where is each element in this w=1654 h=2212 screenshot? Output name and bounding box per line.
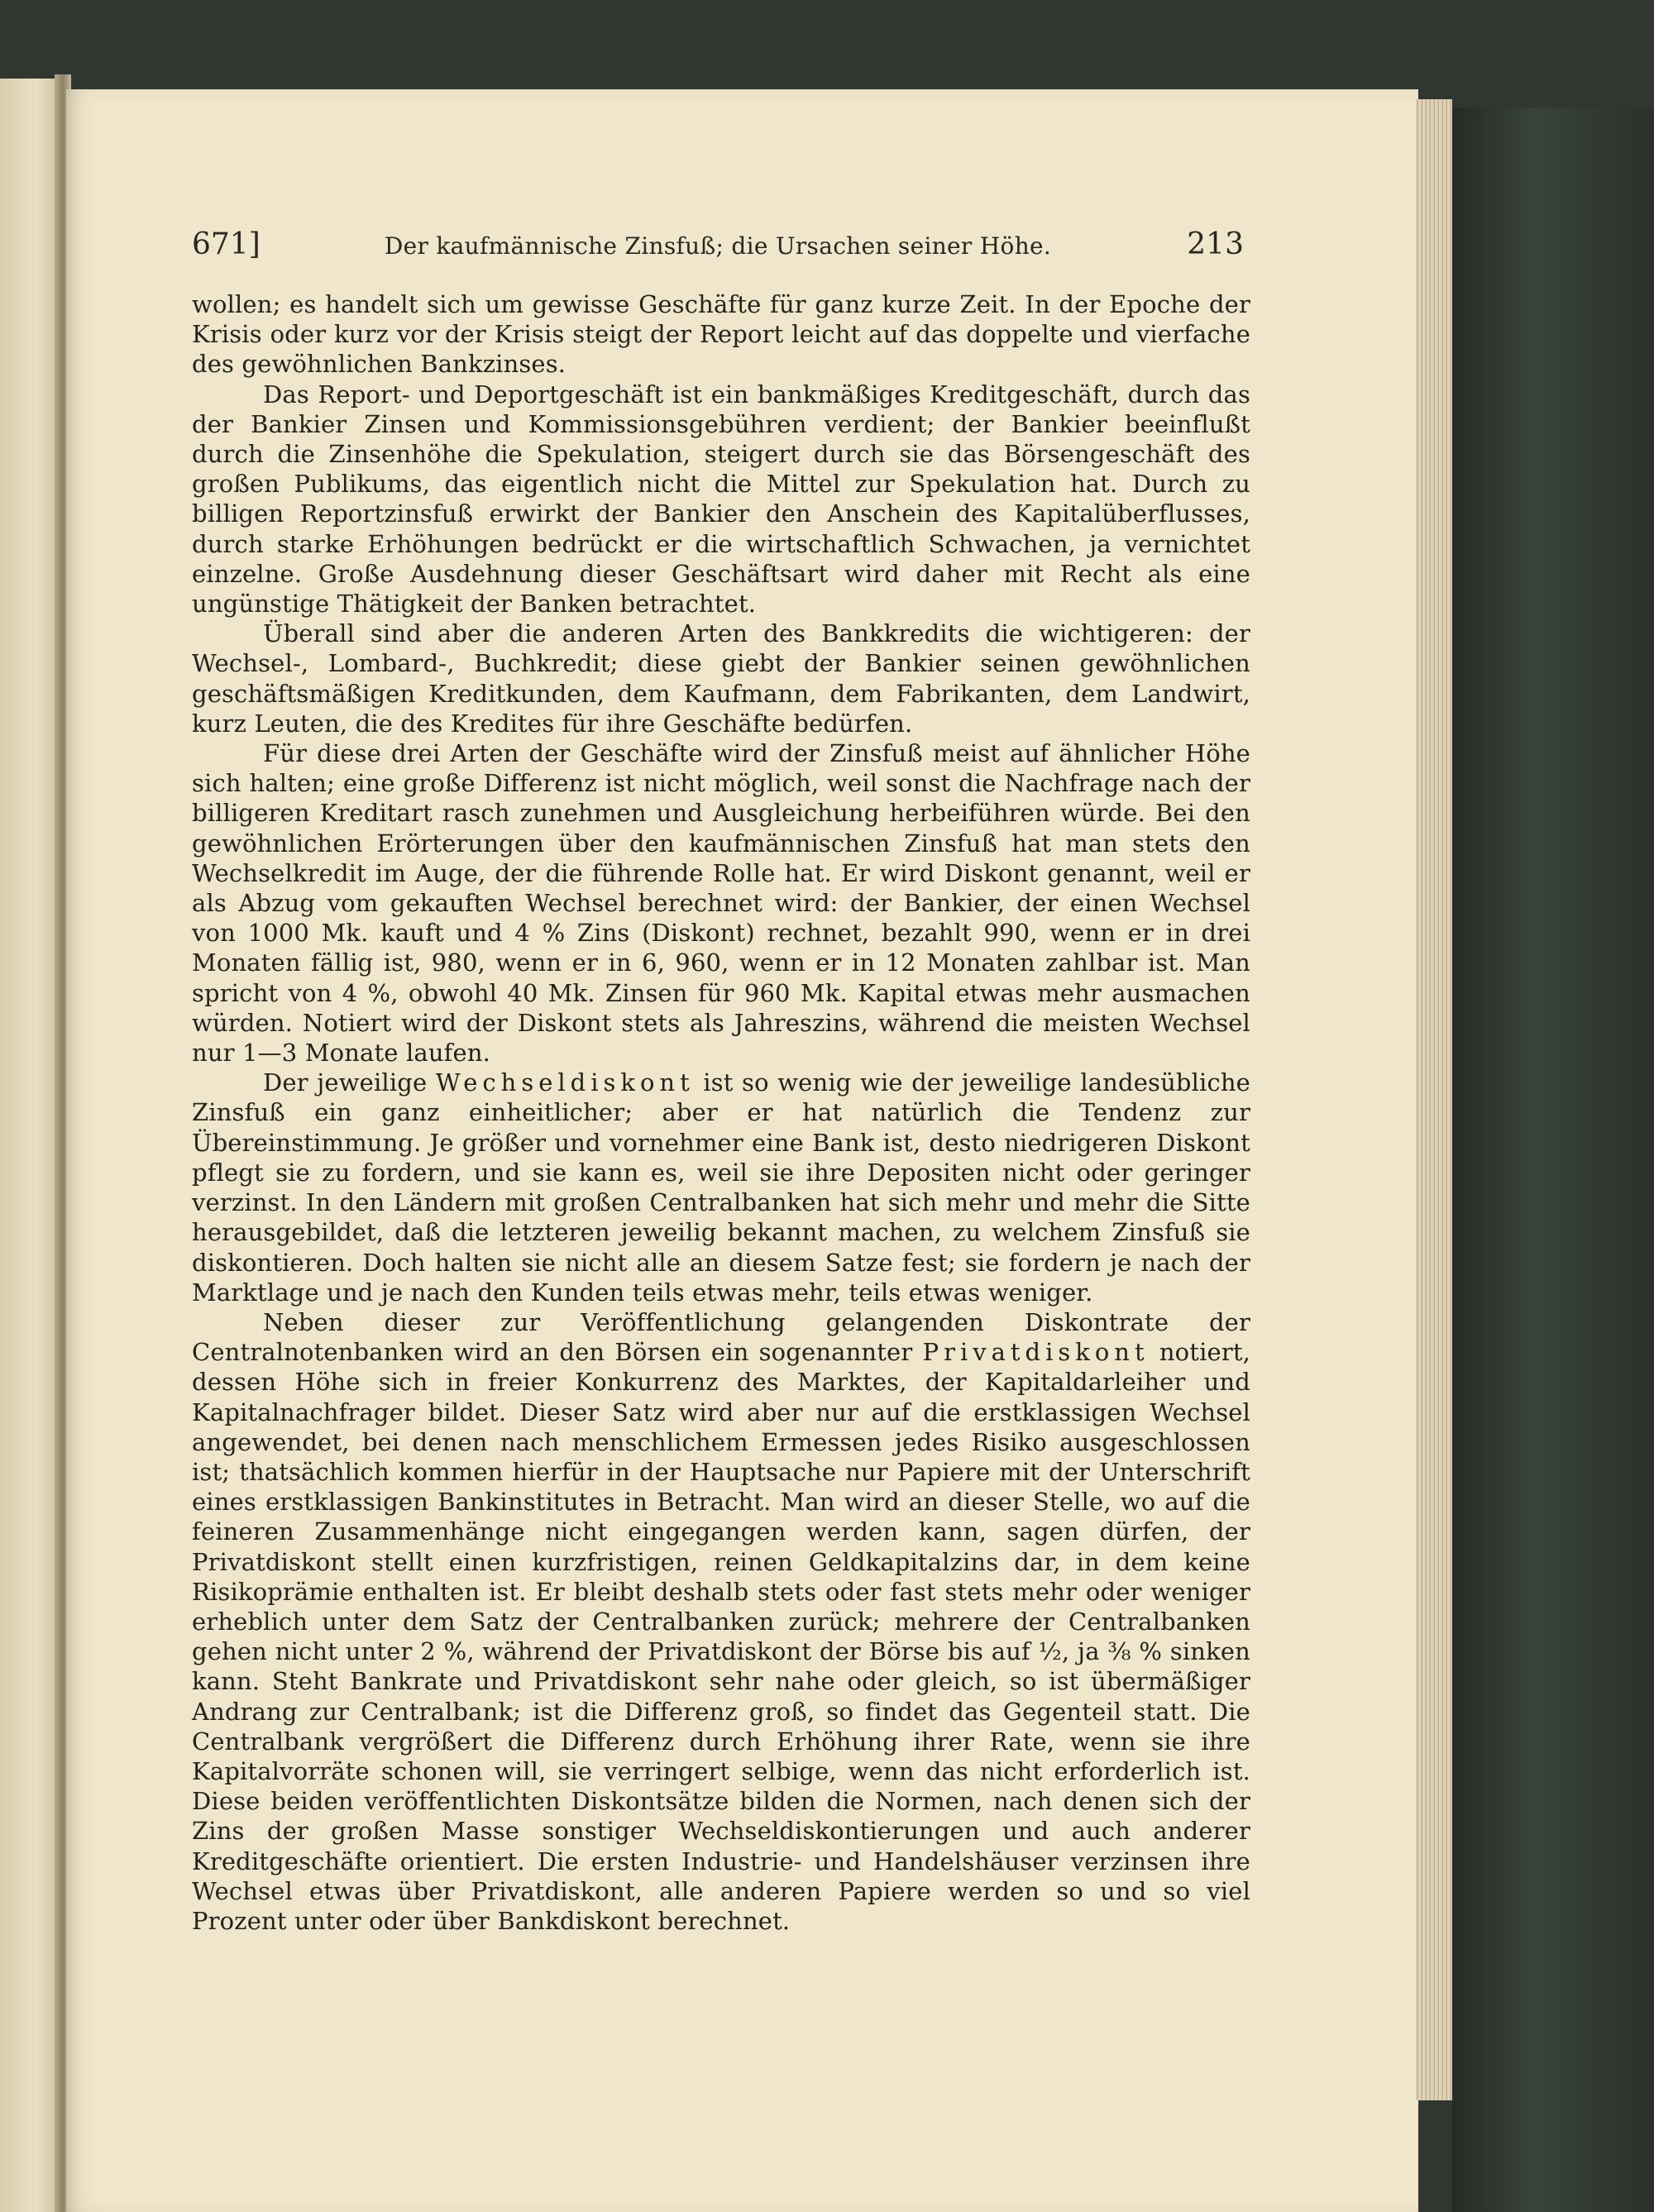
paragraph-5-rest: ist so wenig wie der jeweilige landesübliche Zinsfuß ein ganz einheitlicher; aber er hat natürlich die Tendenz zur Übereinstimmung. Je größer und vornehmer eine Bank ist, desto niedrigeren Diskont pflegt sie zu fordern, und sie kann es, weil sie ihre Depositen nicht oder geringer verzinst. In den Ländern mit großen Centralbanken hat sich mehr und mehr die Sitte herausgebildet, daß die letzteren jeweilig bekannt machen, zu welchem Zinsfuß sie diskontieren. Doch halten sie nicht alle an diesem Satze fest; sie fordern je nach der Marktlage und je nach den Kunden teils etwas mehr, teils etwas weniger. [192, 1068, 1250, 1307]
paragraph-2: Das Report- und Deportgeschäft ist ein bankmäßiges Kreditgeschäft, durch das der Bankier Zinsen und Kommissionsgebühren verdient; der Bankier beeinflußt durch die Zinsenhöhe die Spekulation, steigert durch sie das Börsengeschäft des großen Publikums, das eigentlich nicht die Mittel zur Spekulation hat. Durch zu billigen Reportzinsfuß erwirkt der Bankier den Anschein des Kapitalüberflusses, durch starke Erhöhungen bedrückt er die wirtschaftlich Schwachen, ja vernichtet einzelne. Große Ausdehnung dieser Geschäftsart wird daher mit Recht als eine ungünstige Thätigkeit der Banken betrachtet. [192, 380, 1250, 619]
paragraph-5-start: Der jeweilige [263, 1068, 436, 1097]
left-page-edge [0, 79, 60, 2212]
running-header [192, 227, 1244, 269]
book-cover [1452, 107, 1654, 2212]
running-title: Der kaufmännische Zinsfuß; die Ursachen seiner Höhe. [384, 232, 1052, 260]
paragraph-6 [192, 1307, 1250, 1936]
paragraph-6-rest: notiert, dessen Höhe sich in freier Konkurrenz des Marktes, der Kapitaldarleiher und Kapitalnachfrager bildet. Dieser Satz wird aber nur auf die erstklassigen Wechsel angewendet, bei denen nach menschlichem Ermessen jedes Risiko ausgeschlossen ist; thatsächlich kommen hierfür in der Hauptsache nur Papiere mit der Unterschrift eines erstklassigen Bankinstitutes in Betracht. Man wird an dieser Stelle, wo auf die feineren Zusammenhänge nicht eingegangen werden kann, sagen dürfen, der Privatdiskont stellt einen kurzfristigen, reinen Geldkapitalzins dar, in dem keine Risikoprämie enthalten ist. Er bleibt deshalb stets oder fast stets mehr oder weniger erheblich unter dem Satz der Centralbanken zurück; mehrere der Centralbanken gehen nicht unter 2 %, während der Privatdiskont der Börse bis auf ½, ja ⅜ % sinken kann. Steht Bankrate und Privatdiskont sehr nahe oder gleich, so ist übermäßiger Andrang zur Centralbank; ist die Differenz groß, so findet das Gegenteil statt. Die Centralbank vergrößert die Differenz durch Erhöhung ihrer Rate, wenn sie ihre Kapitalvorräte schonen will, sie verringert selbige, wenn das nicht erforderlich ist. Diese beiden veröffentlichten Diskontsätze bilden die Normen, nach denen sich der Zins der großen Masse sonstiger Wechseldiskontierungen und auch anderer Kreditgeschäfte orientiert. Die ersten Industrie- und Handelshäuser verzinsen ihre Wechsel etwas über Privatdiskont, alle anderen Papiere werden so und so viel Prozent unter oder über Bankdiskont berechnet. [192, 1338, 1251, 1935]
page-body [192, 289, 1250, 1936]
paragraph-5 [192, 1068, 1250, 1307]
page-reference: 671] [192, 227, 261, 261]
term-wechseldiskont: Wechseldiskont [435, 1068, 695, 1097]
term-privatdiskont: Privatdiskont [922, 1338, 1150, 1367]
paragraph-1: wollen; es handelt sich um gewisse Geschäfte für ganz kurze Zeit. In der Epoche der Krisis oder kurz vor der Krisis steigt der Report leicht auf das doppelte und vierfache des gewöhnlichen Bankzinses. [192, 290, 1250, 379]
page-number: 213 [1187, 227, 1244, 261]
paragraph-6-start: Neben dieser zur Veröffentlichung gelangenden Diskontrate der Centralnotenbanken wird an den Börsen ein sogenannter [192, 1307, 1250, 1367]
page-stack-edges [1416, 99, 1452, 2100]
paragraph-4: Für diese drei Arten der Geschäfte wird der Zinsfuß meist auf ähnlicher Höhe sich halten; eine große Differenz ist nicht möglich, weil sonst die Nachfrage nach der billigeren Kreditart rasch zunehmen und Ausgleichung herbeiführen würde. Bei den gewöhnlichen Erörterungen über den kaufmännischen Zinsfuß hat man stets den Wechselkredit im Auge, der die führende Rolle hat. Er wird Diskont genannt, weil er als Abzug vom gekauften Wechsel berechnet wird: der Bankier, der einen Wechsel von 1000 Mk. kauft und 4 % Zins (Diskont) rechnet, bezahlt 990, wenn er in drei Monaten fällig ist, 980, wenn er in 6, 960, wenn er in 12 Monaten zahlbar ist. Man spricht von 4 %, obwohl 40 Mk. Zinsen für 960 Mk. Kapital etwas mehr ausmachen würden. Notiert wird der Diskont stets als Jahreszins, während die meisten Wechsel nur 1—3 Monate laufen. [192, 739, 1250, 1068]
paragraph-3: Überall sind aber die anderen Arten des Bankkredits die wichtigeren: der Wechsel-, Lombard-, Buchkredit; diese giebt der Bankier seinen gewöhnlichen geschäftsmäßigen Kreditkunden, dem Kaufmann, dem Fabrikanten, dem Landwirt, kurz Leuten, die des Kredites für ihre Geschäfte bedürfen. [192, 619, 1250, 738]
